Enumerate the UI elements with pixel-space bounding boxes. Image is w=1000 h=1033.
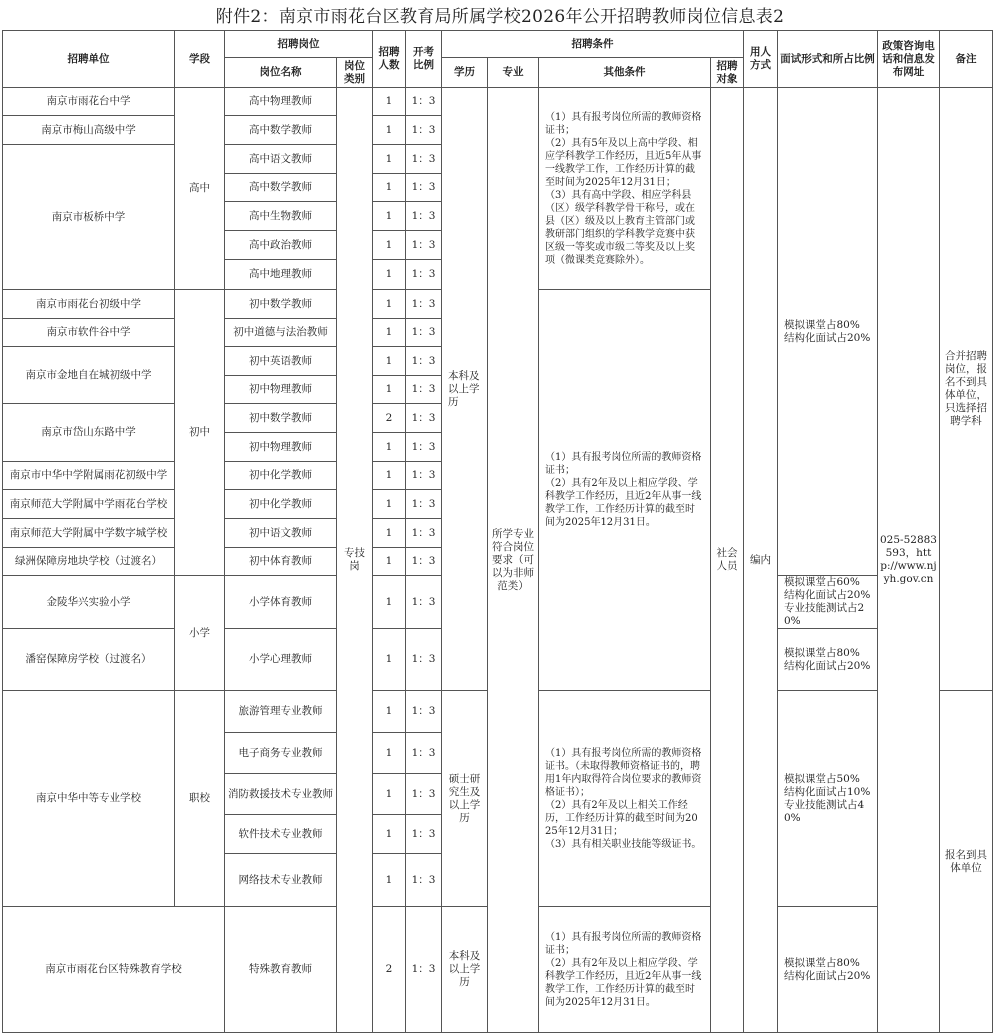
ratio-cell: 1：3 <box>406 404 442 433</box>
unit-cell: 南京师范大学附属中学数字城学校 <box>3 519 175 548</box>
unit-cell: 南京市软件谷中学 <box>3 319 175 347</box>
post-cell: 小学体育教师 <box>225 576 337 629</box>
ratio-cell: 1：3 <box>406 202 442 231</box>
count-cell: 1 <box>373 88 406 116</box>
interview-e <box>778 907 878 1033</box>
post-cell: 初中语文教师 <box>225 519 337 548</box>
count-cell: 1 <box>373 815 406 854</box>
conditions-high <box>539 88 711 290</box>
ratio-cell: 1：3 <box>406 260 442 290</box>
post-cell: 旅游管理专业教师 <box>225 691 337 733</box>
post-cell: 网络技术专业教师 <box>225 854 337 907</box>
header-interview: 面试形式和所占比例 <box>778 31 878 88</box>
major-cell: 所学专业符合岗位要求（可以为非师范类） <box>488 88 539 1033</box>
header-ratio: 开考比例 <box>406 31 442 88</box>
ratio-cell: 1：3 <box>406 462 442 490</box>
condition-line: （2）具有2年及以上相应学段、学科教学工作经历，且近2年从事一线教学工作，工作经历计算的截至时间为2025年12月31日。 <box>545 478 702 528</box>
condition-line: （1）具有报考岗位所需的教师资格证书； <box>545 931 702 956</box>
count-cell: 1 <box>373 202 406 231</box>
edu-bachelor-bottom: 本科及以上学历 <box>442 907 488 1033</box>
condition-line: （2）具有2年及以上相应学段、学科教学工作经历，且近2年从事一线教学工作，工作经历计算的截至时间为2025年12月31日。 <box>545 957 702 1008</box>
count-cell: 2 <box>373 404 406 433</box>
target-cell: 社会人员 <box>711 88 744 1033</box>
post-cell: 初中化学教师 <box>225 490 337 519</box>
post-cell: 软件技术专业教师 <box>225 815 337 854</box>
stage-primary: 小学 <box>175 576 225 691</box>
conditions-vocational <box>539 691 711 907</box>
header-post-type: 岗位类别 <box>337 58 373 88</box>
count-cell: 1 <box>373 145 406 174</box>
interview-line: 结构化面试占20% <box>784 331 871 344</box>
header-cond-group: 招聘条件 <box>442 31 744 58</box>
post-type-cell: 专技岗 <box>337 88 373 1033</box>
ratio-cell: 1：3 <box>406 907 442 1033</box>
count-cell: 1 <box>373 376 406 404</box>
unit-cell: 南京市中华中学附属雨花初级中学 <box>3 462 175 490</box>
ratio-cell: 1：3 <box>406 433 442 462</box>
interview-line: 结构化面试占10% <box>784 785 871 798</box>
unit-cell: 南京师范大学附属中学雨花台学校 <box>3 490 175 519</box>
count-cell: 1 <box>373 519 406 548</box>
ratio-cell: 1：3 <box>406 145 442 174</box>
post-cell: 高中语文教师 <box>225 145 337 174</box>
interview-line: 模拟课堂占80% <box>784 318 860 331</box>
count-cell: 1 <box>373 691 406 733</box>
post-cell: 初中物理教师 <box>225 433 337 462</box>
condition-line: （3）具有高中学段、相应学科县（区）级学科教学骨干称号，或在县（区）级及以上教育主管部门或教研部门组织的学科教学竞赛中获区级一等奖或市级二等奖及以上奖项（微课类竞赛除外）。 <box>545 189 695 266</box>
interview-line: 结构化面试占20% <box>784 969 871 982</box>
ratio-cell: 1：3 <box>406 376 442 404</box>
post-cell: 消防救援技术专业教师 <box>225 774 337 815</box>
condition-line: （1）具有报考岗位所需的教师资格证书。（未取得教师资格证书的，聘用1年内取得符合岗位要求的教师资格证书）； <box>545 747 702 798</box>
count-cell: 1 <box>373 774 406 815</box>
ratio-cell: 1：3 <box>406 319 442 347</box>
post-cell: 初中数学教师 <box>225 404 337 433</box>
count-cell: 1 <box>373 319 406 347</box>
header-other: 其他条件 <box>539 58 711 88</box>
unit-cell: 南京市板桥中学 <box>3 145 175 290</box>
post-cell: 电子商务专业教师 <box>225 733 337 774</box>
interview-line: 结构化面试占20% <box>784 589 871 601</box>
interview-line: 模拟课堂占80% <box>784 646 860 659</box>
stage-middle: 初中 <box>175 290 225 576</box>
interview-d <box>778 691 878 907</box>
post-cell: 高中数学教师 <box>225 174 337 202</box>
count-cell: 1 <box>373 290 406 319</box>
ratio-cell: 1：3 <box>406 490 442 519</box>
count-cell: 1 <box>373 629 406 691</box>
ratio-cell: 1：3 <box>406 774 442 815</box>
count-cell: 1 <box>373 490 406 519</box>
recruitment-table <box>2 30 993 1033</box>
unit-cell: 金陵华兴实验小学 <box>3 576 175 629</box>
header-employ: 用人方式 <box>744 31 778 88</box>
conditions-special <box>539 907 711 1033</box>
page-title: 附件2：南京市雨花台区教育局所属学校2026年公开招聘教师岗位信息表2 <box>215 7 785 27</box>
remark-bottom: 报名到具体单位 <box>940 691 993 1033</box>
count-cell: 1 <box>373 174 406 202</box>
header-stage: 学段 <box>175 31 225 88</box>
ratio-cell: 1：3 <box>406 629 442 691</box>
header-edu: 学历 <box>442 58 488 88</box>
interview-line: 模拟课堂占80% <box>784 956 860 969</box>
interview-line: 模拟课堂占60% <box>784 576 860 588</box>
employ-cell: 编内 <box>744 88 778 1033</box>
interview-c <box>778 629 878 691</box>
unit-cell: 南京中华中等专业学校 <box>3 691 175 907</box>
post-cell: 初中物理教师 <box>225 376 337 404</box>
unit-cell: 南京市雨花台中学 <box>3 88 175 116</box>
condition-line: （2）具有2年及以上相关工作经历，工作经历计算的截至时间为2025年12月31日； <box>545 799 698 837</box>
ratio-cell: 1：3 <box>406 116 442 145</box>
edu-bachelor: 本科及以上学历 <box>442 88 488 691</box>
header-unit: 招聘单位 <box>3 31 175 88</box>
condition-line: （1）具有报考岗位所需的教师资格证书； <box>545 111 702 136</box>
count-cell: 1 <box>373 260 406 290</box>
unit-cell: 绿洲保障房地块学校（过渡名） <box>3 548 175 576</box>
unit-cell: 潘窑保障房学校（过渡名） <box>3 629 175 691</box>
header-target: 招聘对象 <box>711 58 744 88</box>
count-cell: 1 <box>373 854 406 907</box>
header-post-group: 招聘岗位 <box>225 31 373 58</box>
header-major: 专业 <box>488 58 539 88</box>
ratio-cell: 1：3 <box>406 691 442 733</box>
interview-line: 结构化面试占20% <box>784 659 871 672</box>
count-cell: 1 <box>373 462 406 490</box>
edu-master: 硕士研究生及以上学历 <box>442 691 488 907</box>
count-cell: 1 <box>373 576 406 629</box>
ratio-cell: 1：3 <box>406 347 442 376</box>
interview-b <box>778 576 878 629</box>
post-cell: 初中道德与法治教师 <box>225 319 337 347</box>
remark-top: 合并招聘岗位，报名不到具体单位，只选择招聘学科 <box>940 88 993 691</box>
post-cell: 高中生物教师 <box>225 202 337 231</box>
ratio-cell: 1：3 <box>406 576 442 629</box>
post-cell: 高中数学教师 <box>225 116 337 145</box>
count-cell: 2 <box>373 907 406 1033</box>
ratio-cell: 1：3 <box>406 519 442 548</box>
post-cell: 初中化学教师 <box>225 462 337 490</box>
stage-high: 高中 <box>175 88 225 290</box>
interview-a <box>778 88 878 576</box>
header-contact: 政策咨询电话和信息发布网址 <box>878 31 940 88</box>
condition-line: （2）具有5年及以上高中学段、相应学科教学工作经历，且近5年从事一线教学工作，工作经历计算的截至时间为2025年12月31日； <box>545 137 702 188</box>
ratio-cell: 1：3 <box>406 733 442 774</box>
post-cell: 高中政治教师 <box>225 231 337 260</box>
unit-cell: 南京市雨花台初级中学 <box>3 290 175 319</box>
condition-line: （3）具有相关职业技能等级证书。 <box>545 838 702 850</box>
conditions-middle <box>539 290 711 691</box>
post-cell: 初中英语教师 <box>225 347 337 376</box>
post-cell: 初中数学教师 <box>225 290 337 319</box>
post-cell: 高中物理教师 <box>225 88 337 116</box>
count-cell: 1 <box>373 116 406 145</box>
ratio-cell: 1：3 <box>406 815 442 854</box>
interview-line: 专业技能测试占40% <box>784 798 865 824</box>
ratio-cell: 1：3 <box>406 290 442 319</box>
header-remark: 备注 <box>940 31 993 88</box>
ratio-cell: 1：3 <box>406 88 442 116</box>
count-cell: 1 <box>373 347 406 376</box>
stage-vocational: 职校 <box>175 691 225 907</box>
ratio-cell: 1：3 <box>406 231 442 260</box>
header-post-name: 岗位名称 <box>225 58 337 88</box>
contact-cell: 025-52883593，http://www.njyh.gov.cn <box>878 88 940 1033</box>
count-cell: 1 <box>373 231 406 260</box>
header-count: 招聘人数 <box>373 31 406 88</box>
count-cell: 1 <box>373 733 406 774</box>
unit-cell: 南京市雨花台区特殊教育学校 <box>3 907 225 1033</box>
count-cell: 1 <box>373 548 406 576</box>
post-cell: 特殊教育教师 <box>225 907 337 1033</box>
post-cell: 高中地理教师 <box>225 260 337 290</box>
unit-cell: 南京市梅山高级中学 <box>3 116 175 145</box>
unit-cell: 南京市岱山东路中学 <box>3 404 175 462</box>
count-cell: 1 <box>373 433 406 462</box>
interview-line: 模拟课堂占50% <box>784 772 860 785</box>
post-cell: 小学心理教师 <box>225 629 337 691</box>
condition-line: （1）具有报考岗位所需的教师资格证书； <box>545 452 702 476</box>
post-cell: 初中体育教师 <box>225 548 337 576</box>
ratio-cell: 1：3 <box>406 854 442 907</box>
ratio-cell: 1：3 <box>406 174 442 202</box>
ratio-cell: 1：3 <box>406 548 442 576</box>
unit-cell: 南京市金地自在城初级中学 <box>3 347 175 404</box>
interview-line: 专业技能测试占20% <box>784 602 865 627</box>
